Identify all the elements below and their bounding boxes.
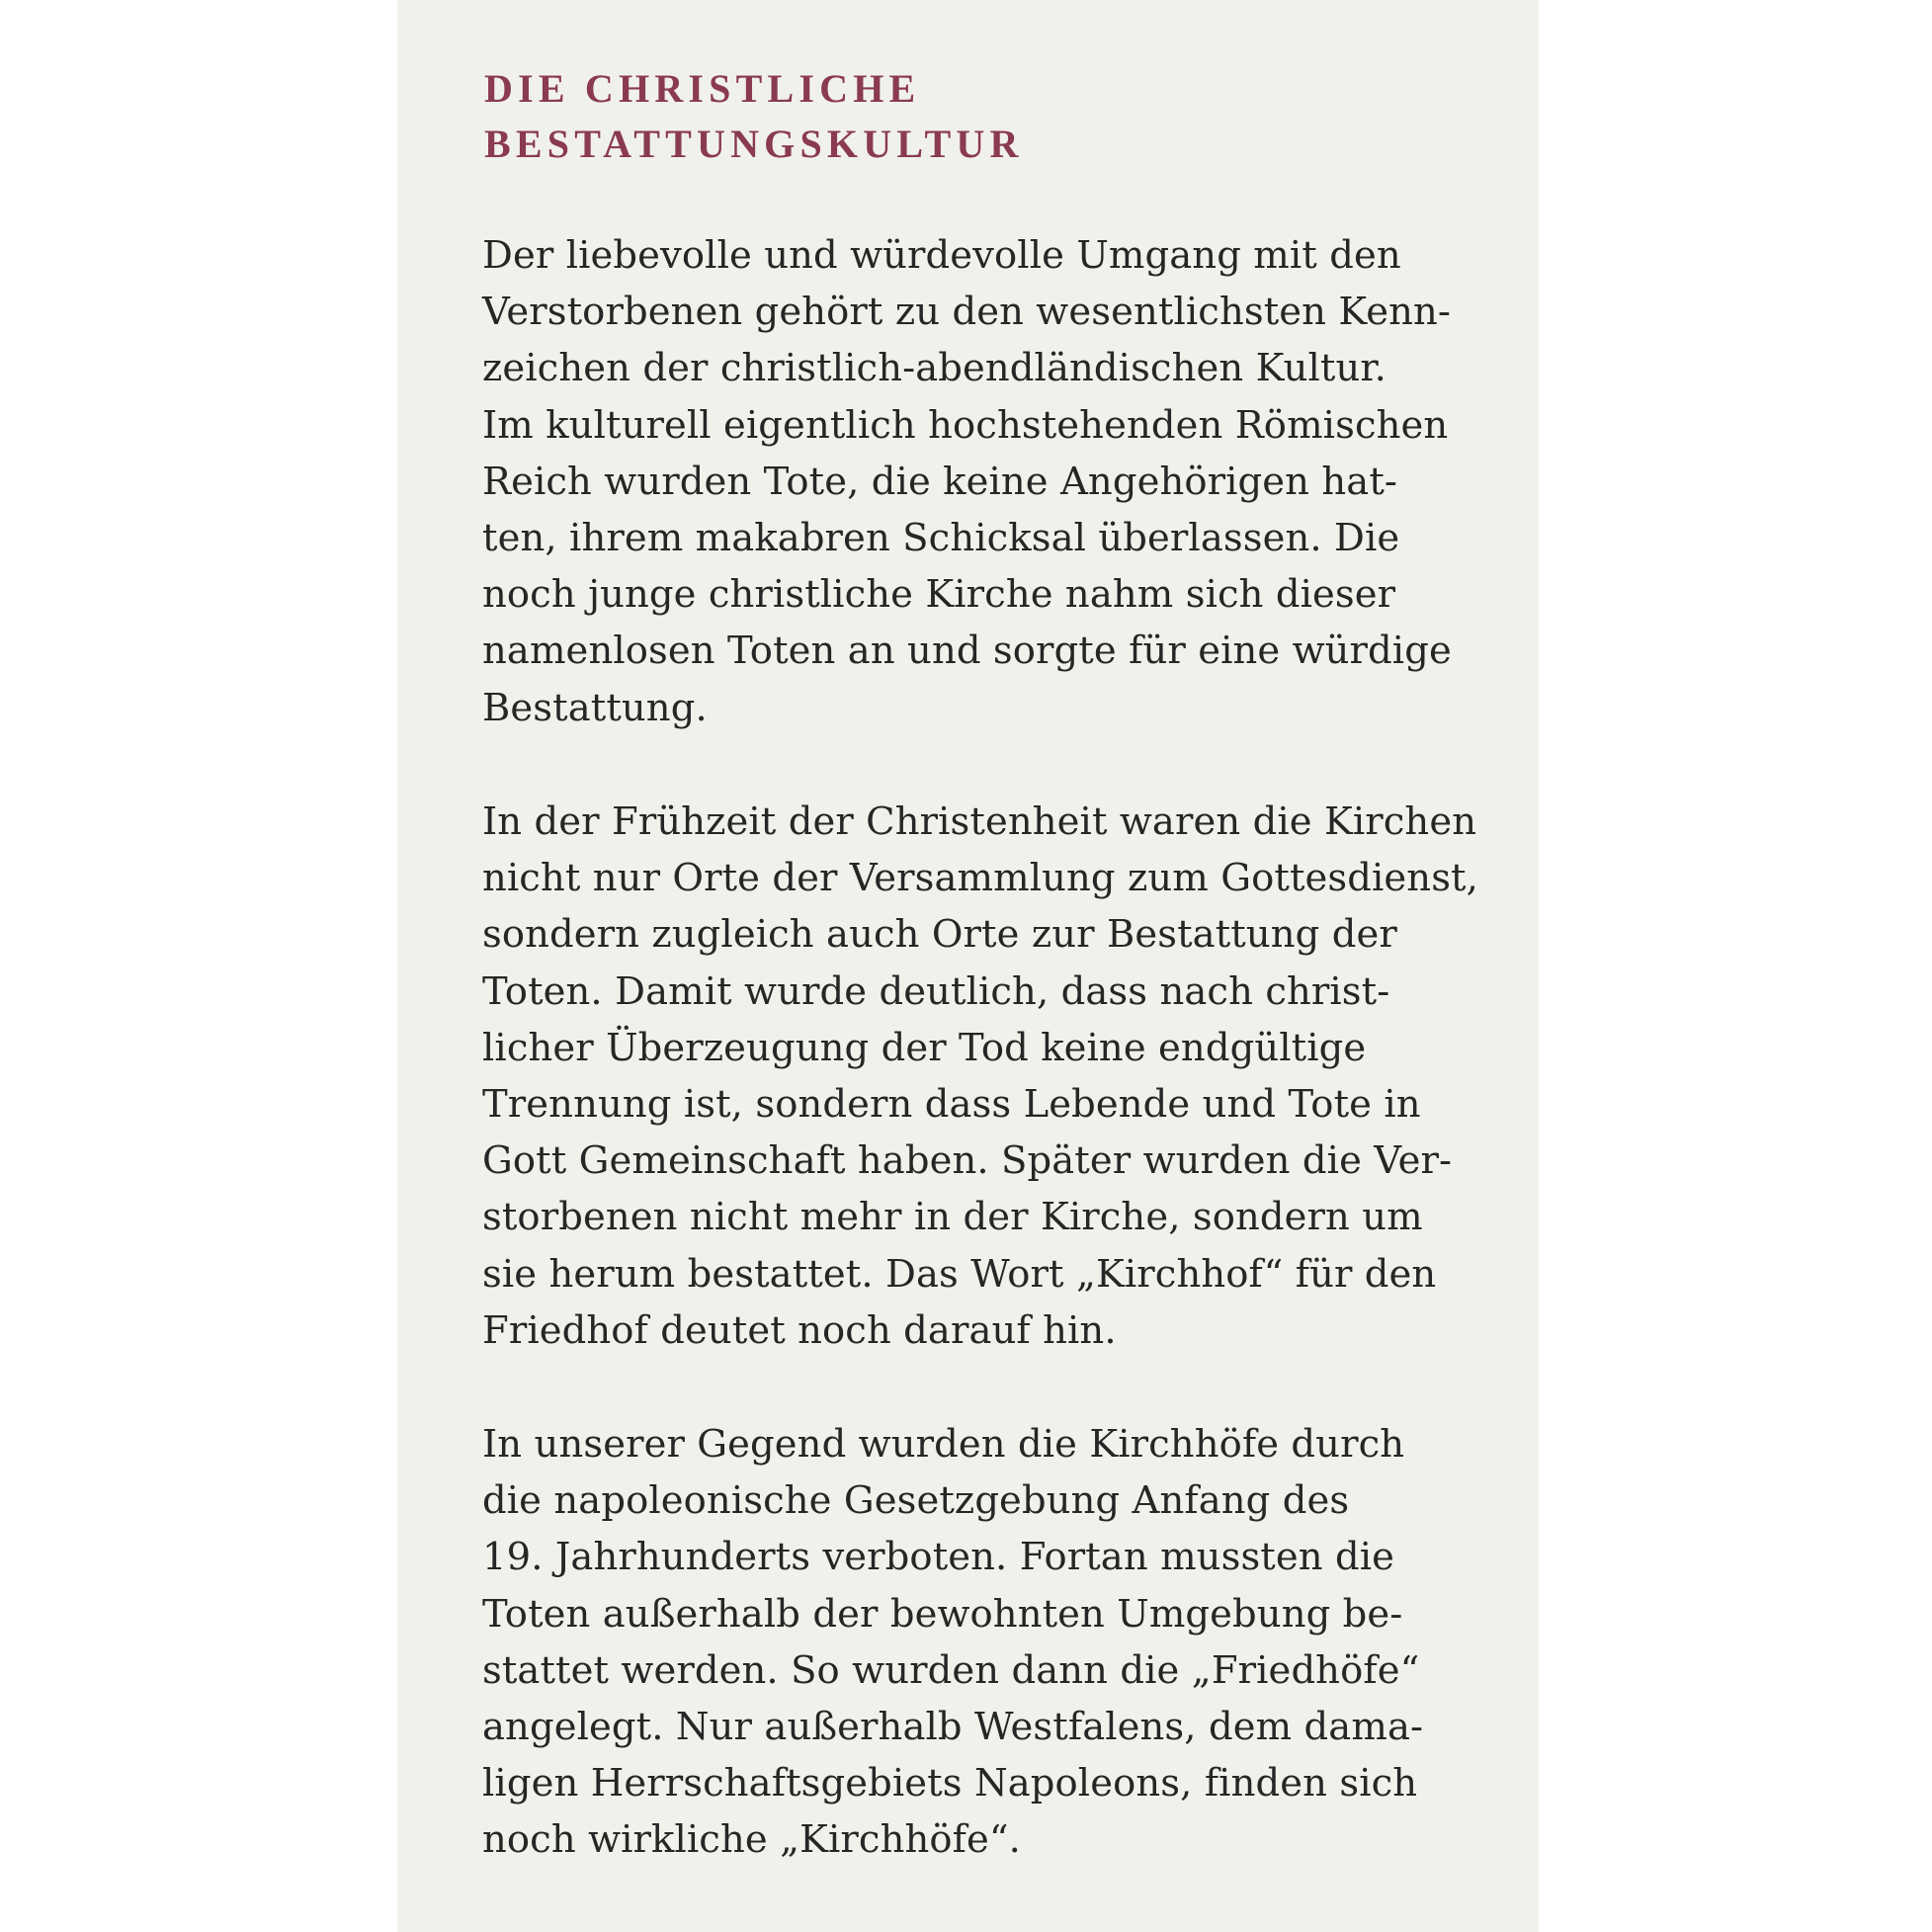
text-line: noch junge christliche Kirche nahm sich dieser: [482, 572, 1396, 618]
text-line: Im kulturell eigentlich hochstehenden Römischen: [482, 402, 1449, 448]
title-line: BESTATTUNGSKULTUR: [484, 122, 1024, 166]
text-line: sie herum bestattet. Das Wort „Kirchhof“ für den: [482, 1251, 1437, 1297]
text-line: 19. Jahrhunderts verboten. Fortan mussten die: [482, 1535, 1395, 1580]
text-line: In unserer Gegend wurden die Kirchhöfe durch: [482, 1422, 1405, 1467]
text-line: ligen Herrschaftsgebiets Napoleons, finden sich: [482, 1761, 1418, 1806]
text-line: storbenen nicht mehr in der Kirche, sondern um: [482, 1195, 1423, 1240]
text-line: sondern zugleich auch Orte zur Bestattung der: [482, 912, 1397, 958]
page-title: [484, 61, 1024, 172]
text-line: licher Überzeugung der Tod keine endgültige: [482, 1025, 1367, 1070]
paragraph-2: [482, 794, 1478, 1359]
text-line: Verstorbenen gehört zu den wesentlichsten Kenn-: [482, 290, 1452, 335]
text-line: stattet werden. So wurden dann die „Friedhöfe“: [482, 1647, 1420, 1693]
text-line: ten, ihrem makabren Schicksal überlassen. Die: [482, 516, 1400, 561]
text-line: Gott Gemeinschaft haben. Später wurden die Ver-: [482, 1138, 1453, 1184]
text-line: Der liebevolle und würdevolle Umgang mit den: [482, 233, 1401, 278]
text-line: Bestattung.: [482, 685, 708, 730]
text-line: Toten. Damit wurde deutlich, dass nach christ-: [482, 968, 1390, 1014]
text-line: Friedhof deutet noch darauf hin.: [482, 1307, 1117, 1353]
text-line: zeichen der christlich-abendländischen Kultur.: [482, 346, 1387, 391]
paragraph-3: [482, 1416, 1423, 1869]
text-line: Toten außerhalb der bewohnten Umgebung be-: [482, 1591, 1403, 1637]
text-line: Reich wurden Tote, die keine Angehörigen hat-: [482, 459, 1398, 504]
title-line: DIE CHRISTLICHE: [484, 66, 921, 111]
text-line: die napoleonische Gesetzgebung Anfang des: [482, 1478, 1350, 1524]
text-line: namenlosen Toten an und sorgte für eine würdige: [482, 629, 1452, 674]
paragraph-1: [482, 227, 1452, 736]
text-line: angelegt. Nur außerhalb Westfalens, dem dama-: [482, 1705, 1424, 1750]
text-line: nicht nur Orte der Versammlung zum Gottesdienst,: [482, 856, 1478, 901]
text-line: Trennung ist, sondern dass Lebende und Tote in: [482, 1082, 1421, 1128]
text-line: In der Frühzeit der Christenheit waren die Kirchen: [482, 799, 1477, 844]
text-line: noch wirkliche „Kirchhöfe“.: [482, 1817, 1021, 1863]
